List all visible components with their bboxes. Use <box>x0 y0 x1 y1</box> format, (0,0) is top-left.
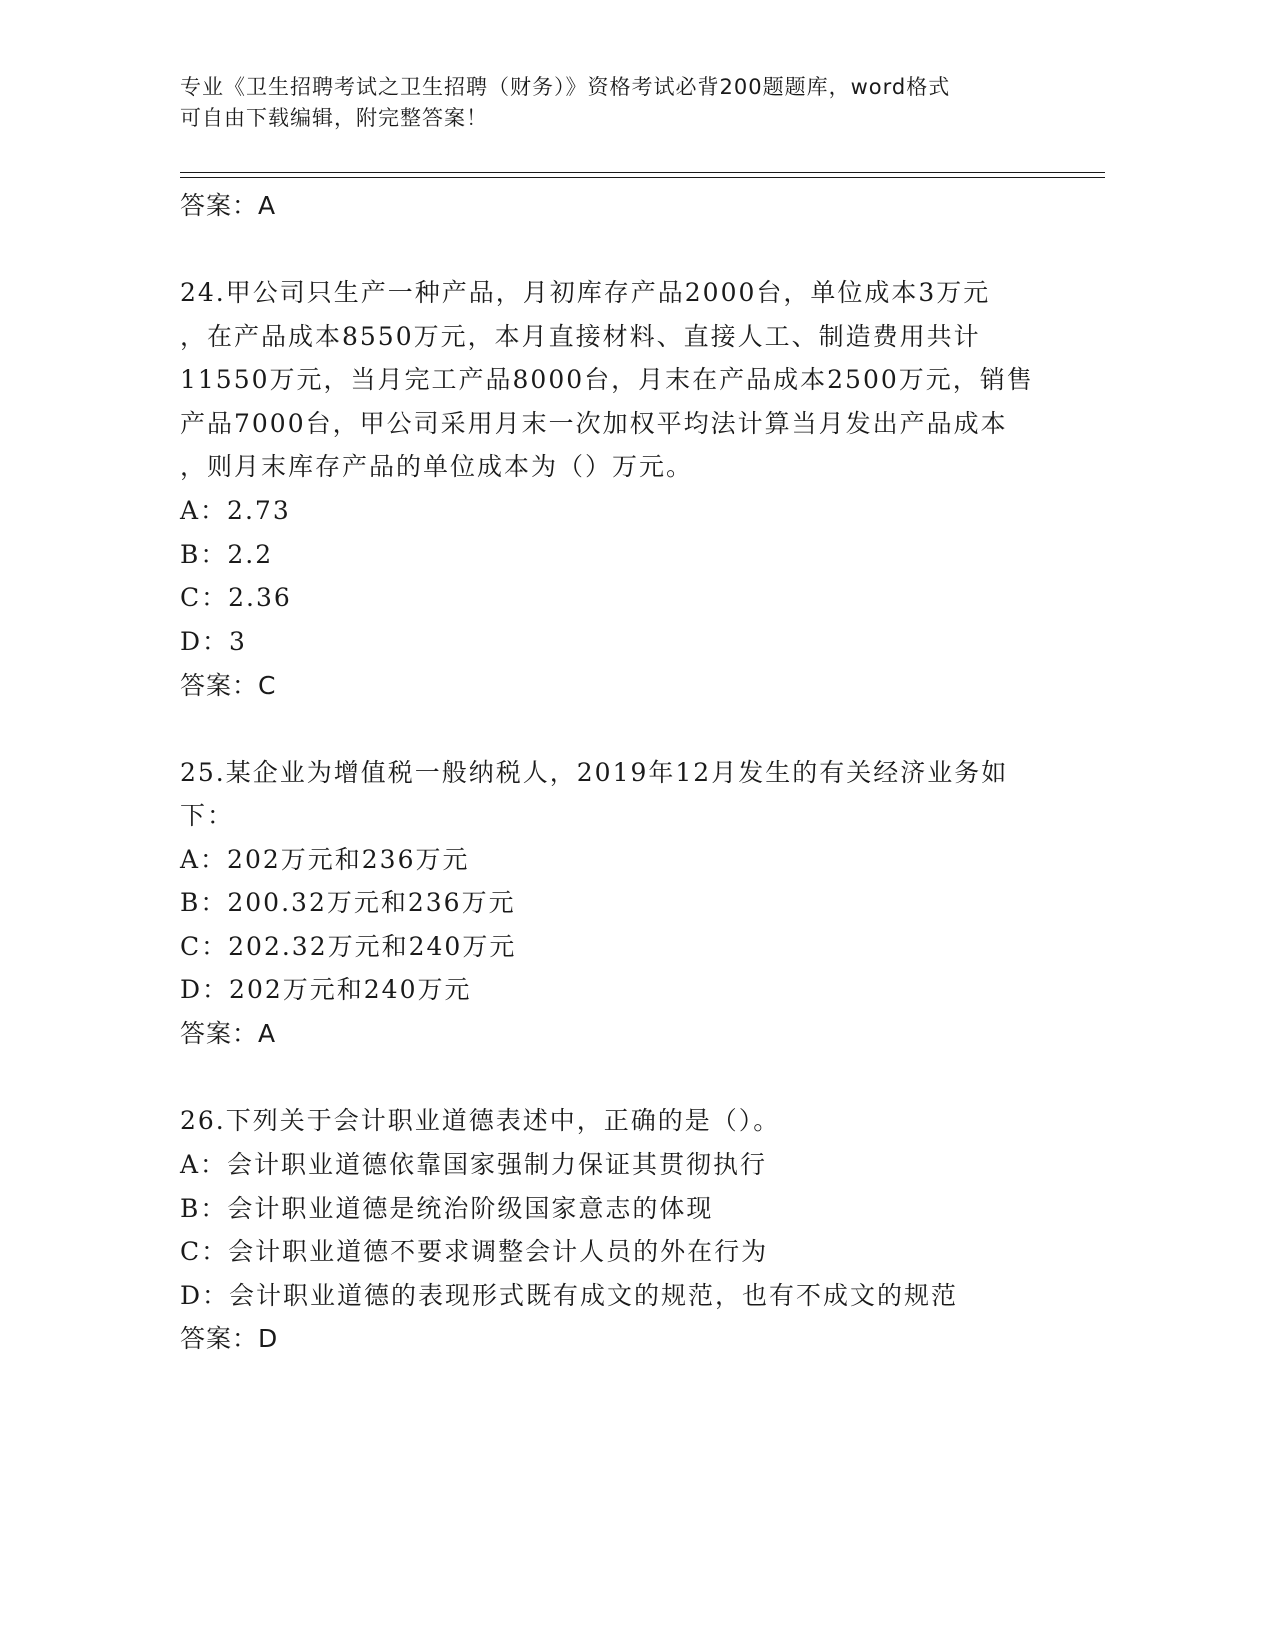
previous-answer: 答案：A <box>180 191 277 220</box>
q26-option-a: A：会计职业道德依靠国家强制力保证其贯彻执行 <box>180 1150 768 1179</box>
header-divider-top <box>180 172 1105 173</box>
q25-option-b: B：200.32万元和236万元 <box>180 888 516 917</box>
q26-option-b: B：会计职业道德是统治阶级国家意志的体现 <box>180 1194 714 1223</box>
q26-option-d: D：会计职业道德的表现形式既有成文的规范，也有不成文的规范 <box>180 1281 959 1310</box>
q24-option-c: C：2.36 <box>180 583 292 612</box>
q24-line-4: 产品7000台，甲公司采用月末一次加权平均法计算当月发出产品成本 <box>180 409 1008 438</box>
q24-option-b: B：2.2 <box>180 540 274 569</box>
q24-line-1: 24.甲公司只生产一种产品，月初库存产品2000台，单位成本3万元 <box>180 278 991 307</box>
q26-answer: 答案：D <box>180 1324 279 1353</box>
q25-option-c: C：202.32万元和240万元 <box>180 932 517 961</box>
q24-option-d: D：3 <box>180 627 247 656</box>
q26-line-1: 26.下列关于会计职业道德表述中，正确的是（）。 <box>180 1106 781 1135</box>
q25-line-1: 25.某企业为增值税一般纳税人，2019年12月发生的有关经济业务如 <box>180 758 1009 787</box>
q25-option-d: D：202万元和240万元 <box>180 975 472 1004</box>
q24-line-3: 11550万元，当月完工产品8000台，月末在产品成本2500万元，销售 <box>180 365 1034 394</box>
document-header <box>180 72 1040 134</box>
q25-line-2: 下： <box>180 801 235 830</box>
q26-option-c: C：会计职业道德不要求调整会计人员的外在行为 <box>180 1237 769 1266</box>
q24-answer: 答案：C <box>180 671 277 700</box>
header-line-1: 专业《卫生招聘考试之卫生招聘（财务）》资格考试必背200题题库，word格式 <box>180 75 951 99</box>
header-divider-bottom <box>180 177 1105 178</box>
q25-answer: 答案：A <box>180 1019 277 1048</box>
q25-option-a: A：202万元和236万元 <box>180 845 470 874</box>
q24-line-2: ，在产品成本8550万元，本月直接材料、直接人工、制造费用共计 <box>180 322 981 351</box>
header-line-2: 可自由下载编辑，附完整答案！ <box>180 106 488 130</box>
q24-line-5: ，则月末库存产品的单位成本为（）万元。 <box>180 452 694 481</box>
q24-option-a: A：2.73 <box>180 496 291 525</box>
